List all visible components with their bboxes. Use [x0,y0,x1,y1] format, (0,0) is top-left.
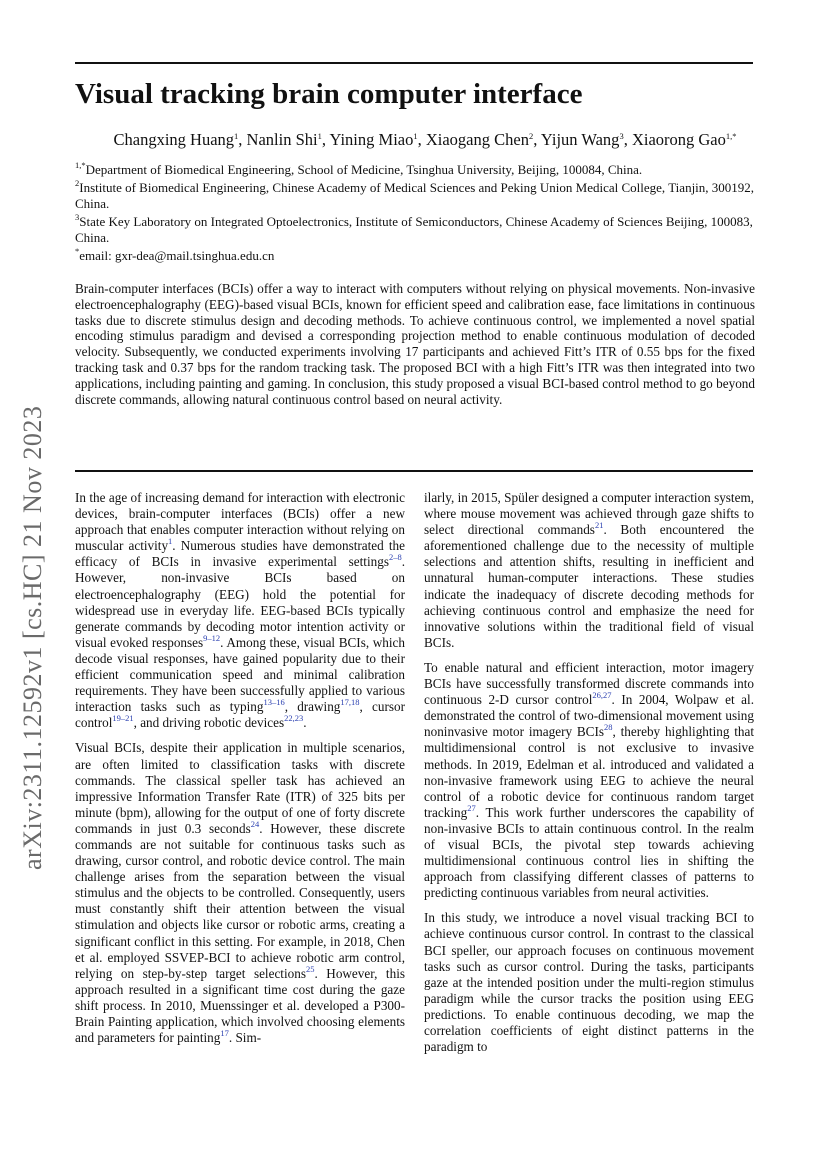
paragraph-2: Visual BCIs, despite their application in multiple scenarios, are often limited to classification tasks with discrete commands. The classical speller task has achieved an impressive Information Transfer Rate (ITR) of 325 bits per minute (bpm), allowing for the output of one of forty discrete commands in just 0.3 seconds$^{24}$. However, these discrete commands are not suitable for continuous tasks such as drawing, cursor control, and robotic device control. The main challenge arises from the separation between the visual stimulus and the objects to be controlled. Consequently, users must constantly shift their attention between the visual stimulation and objects like cursor or robotic arms, creating a significant conflict in this setting. For example, in 2018, Chen et al. employed SSVEP-BCI to achieve robotic arm control, relying on step-by-step target selections$^{25}$. However, this approach resulted in a significant time cost during the gaze shift process. In 2010, Muenssinger et al. developed a P300-Brain Painting application, which involved choosing elements and parameters for painting$^{17}$. Sim- [75,740,405,1046]
arxiv-identifier: arXiv:2311.12592v1 [cs.HC] 21 Nov 2023 [18,405,47,870]
citation-link[interactable]: 21 [594,520,604,531]
affiliation-item [75,162,760,179]
left-column [75,490,405,1055]
citation-link[interactable]: 17,18 [340,697,360,708]
author-name: Yining Miao [329,130,414,149]
affiliation-item [75,211,760,247]
paragraph-1: In the age of increasing demand for interaction with electronic devices, brain-computer interfaces (BCIs) offer a new approach that enables computer interaction without relying on muscular activity$^1$. Numerous studies have demonstrated the efficacy of BCIs in invasive experimental settings$^{2-8}$. However, non-invasive BCIs based on electroencephalography (EEG) hold the potential for widespread use in everyday life. EEG-based BCIs typically generate commands by decoding motor intention activity or visual evoked responses$^{9-12}$. Among these, visual BCIs, which decode visual responses, have gained popularity due to their efficient communication speed and minimal calibration requirements. They have been successfully applied to various interaction tasks such as typing$^{13-16}$, drawing$^{17,18}$, cursor control$^{19-21}$, and driving robotic devices$^{22,23}$. [75,490,405,731]
author-name: Yijun Wang [540,130,620,149]
citation-link[interactable]: 28 [603,722,613,733]
citation-link[interactable]: 25 [305,963,315,974]
author-list: Changxing Huang$^1$, Nanlin Shi$^1$, Yining Miao$^1$, Xiaogang Chen$^2$, Yijun Wang$^3$, Xiaorong Gao$^{1,*}$ [113,130,737,149]
top-rule [75,62,753,64]
affiliation-mark: 1,* [75,160,86,170]
citation-link[interactable]: 1 [168,536,173,547]
citation-link[interactable]: 27 [467,802,476,813]
citation-link[interactable]: 26,27 [592,690,612,701]
affiliation-text: State Key Laboratory on Integrated Optoelectronics, Institute of Semiconductors, Chinese Academy of Sciences Beijing, 100083, China. [75,213,753,245]
author-affiliation-mark: 2 [528,131,534,141]
author-affiliation-mark: 3 [619,131,624,141]
author-name: Xiaogang Chen [425,130,529,149]
citation-link[interactable]: 17 [220,1028,229,1039]
author-name: Changxing Huang [113,130,235,149]
right-column [424,490,754,1064]
affiliations [75,162,760,265]
paragraph-4: In this study, we introduce a novel visual tracking BCI to achieve continuous cursor control. In contrast to the classical BCI speller, our approach focuses on continuous movement tasks such as cursor control. During the tasks, participants gaze at the intended position under the multi-region stimulus paradigm while the cursor tracks the position using EEG predictions. To enable continuous decoding, we map the correlation coefficients of eight distinct patterns in the paradigm to [424,910,754,1055]
paragraph-3: To enable natural and efficient interaction, motor imagery BCIs have successfully transformed discrete commands into continuous 2-D cursor control$^{26,27}$. In 2004, Wolpaw et al. demonstrated the control of two-dimensional movement using noninvasive motor imagery BCIs$^{28}$, thereby highlighting that multidimensional control is not exclusive to invasive methods. In 2019, Edelman et al. introduced and validated a non-invasive framework using EEG to achieve the neural control of a robotic device for continuous random target tracking$^{27}$. This work further underscores the capability of non-invasive BCIs to attain continuous control. In the realm of visual BCIs, the pivotal step towards achieving multidimensional continuous control lies in shifting the approach from classifying different classes of patterns to predicting continuous variables from neural activities. [424,659,754,901]
paragraph-2-continued: ilarly, in 2015, Spüler designed a computer interaction system, where mouse movement was achieved through gaze shifts to select directional commands$^{21}$. Both encountered the aforementioned challenge due to the necessity of multiple selections and attention shifts, resulting in inefficient and unnatural human-computer interactions. These studies indicate the inadequacy of discrete decoding methods for achieving continuous control and emphasize the need for innovative solutions within the traditional field of visual BCIs. [424,490,755,650]
citation-link[interactable]: 2–8 [388,552,402,563]
author-name: Nanlin Shi [246,130,318,149]
author-affiliation-mark: 1,* [725,131,737,141]
section-rule [75,470,753,472]
affiliation-mark: 2 [75,177,80,188]
affiliation-text: Institute of Biomedical Engineering, Chinese Academy of Medical Sciences and Peking Union Medical College, Tianjin, 300192, China. [75,179,755,211]
affiliation-text: Department of Biomedical Engineering, School of Medicine, Tsinghua University, Beijing, 100084, China. [85,162,643,177]
affiliation-mark: 3 [75,211,80,222]
affiliation-text: email: gxr-dea@mail.tsinghua.edu.cn [79,247,275,263]
abstract: Brain-computer interfaces (BCIs) offer a way to interact with computers without relying on physical movements. Non-invasive electroencephalography (EEG)-based visual BCIs, known for efficient speed and calibration ease, face limitations in continuous tasks due to discrete stimulus design and decoding methods. To achieve continuous control, we implemented a novel spatial encoding stimulus paradigm and devised a corresponding projection method to enable continuous modulation of decoded velocity. Subsequently, we conducted experiments involving 17 participants and achieved Fitt’s ITR of 0.55 bps for the fixed tracking task and 0.37 bps for the random tracking task. The proposed BCI with a high Fitt’s ITR was then integrated into two applications, including painting and gaming. In conclusion, this study proposed a visual BCI-based control method to go beyond discrete commands, allowing natural continuous control based on neural activity. [75,281,755,407]
paper-title: Visual tracking brain computer interface [75,78,583,110]
citation-link[interactable]: 9–12 [203,632,221,643]
author-name: Xiaorong Gao [631,130,726,149]
author-affiliation-mark: 1 [317,131,322,141]
citation-link[interactable]: 19–21 [112,713,134,724]
affiliation-mark: * [75,245,80,256]
affiliation-item [75,177,760,213]
author-affiliation-mark: 1 [413,131,418,141]
affiliation-item [75,245,760,265]
citation-link[interactable]: 22,23 [284,713,304,724]
citation-link[interactable]: 24 [250,818,260,829]
author-affiliation-mark: 1 [234,131,239,141]
citation-link[interactable]: 13–16 [263,697,285,708]
